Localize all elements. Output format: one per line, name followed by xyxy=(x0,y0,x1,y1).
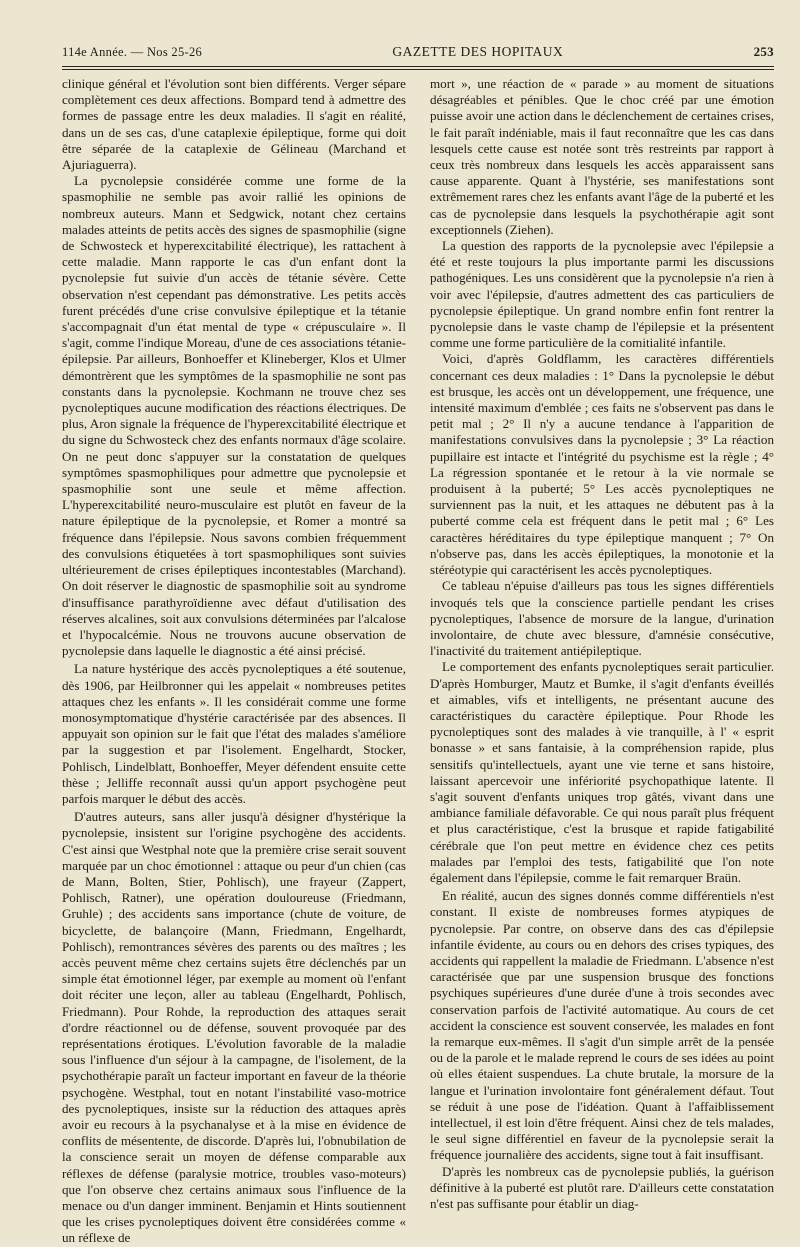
text-columns xyxy=(62,76,774,1246)
paragraph: D'après les nombreux cas de pycnolepsie publiés, la guérison définitive à la puberté est plutôt rare. D'ailleurs cette constatation n'est pas suffisante pour établir un diag- xyxy=(430,1163,774,1212)
paragraph: D'autres auteurs, sans aller jusqu'à désigner d'hystérique la pycnolepsie, insistent sur l'origine psychogène des accidents. C'est ainsi que Westphal note que la première crise serait souvent marquée par un choc émotionnel : attaque ou peur d'un chien (cas de Mann, Bolten, Stier, Pohlisch), une frayeur (Zappert, Pohlisch, Ratner), une opération douloureuse (Friedmann, Gruhle) ; des accidents sans importance (chute de voiture, de bicyclette, de balançoire (Mann, Friedmann, Engelhardt, Pohlisch), remontrances sévères des parents ou des maîtres ; les accès peuvent même chez certains sujets être déclenchés par un simple état émotionnel léger, par exemple au moment où l'enfant doit réciter une leçon, aller au tableau (Engelhardt, Pohlisch, Friedmann). Pour Rohde, la reproduction des attaques serait d'ordre réactionnel ou de défense, souvent provoquée par des représentations érotiques. L'évolution favorable de la maladie sous l'influence d'un séjour à la campagne, de l'isolement, de la psychothérapie paraît un facteur important en faveur de la théorie psychogène. Westphal, tout en notant l'instabilité vaso-motrice des pycnoleptiques, insiste sur la réduction des attaques après avoir eu recours à la psychanalyse et à la mise en évidence de conflits de mésentente, de discorde. D'après lui, l'obnubilation de la conscience serait un moyen de défense comparable aux réflexes de défense (paralysie motrice, troubles vaso-moteurs) que l'on observe chez certains animaux sous l'influence de la menace ou d'un danger imminent. Benjamin et Hints soutiennent que les crises pycnoleptiques doivent être considérées comme « un réflexe de xyxy=(62,809,406,1246)
issue-label: 114e Année. — Nos 25-26 xyxy=(62,45,203,59)
paragraph: Voici, d'après Goldflamm, les caractères différentiels concernant ces deux maladies : 1° Dans la pycnolepsie le début est brusque, les accès ont un développement, une fréquence, une intensité maximum d'emblée ; ces faits ne s'observent pas dans le petit mal ; 2° Il n'y a aucune tendance à l'apparition de manifestations convulsives dans la pycnolepsie ; 3° La réaction pupillaire est intacte et l'intégrité du psychisme est la règle ; 4° La régression spontanée et le retour à la vie normale se produisent à la puberté; 5° Les accès pycnoleptiques ne surviennent pas la nuit, et les attaques ne débutent pas à la puberté comme cela est fréquent dans le petit mal ; 6° Les caractères héréditaires du type épileptique manquent ; 7° On n'observe pas, dans les accès épileptiques, la monotonie et la stéréotypie qui caractérisent les accès pycnoleptiques. xyxy=(430,351,774,578)
paragraph: La pycnolepsie considérée comme une forme de la spasmophilie ne semble pas avoir rallié les opinions de nombreux auteurs. Mann et Sedgwick, notant chez certains malades atteints de petits accès des signes de spasmophilie (signe de Schwosteck et hyperexcitabilité électrique), les rattachent à cette maladie. Mann rapporte le cas d'un enfant dont la pycnolepsie fut suivie d'un accès de tétanie sévère. Cette observation n'est cependant pas démonstrative. Les petits accès furent précédés d'une crise convulsive épileptique et la tétanie s'accompagnait d'un état mental de type « crépusculaire ». Il s'agit, comme l'indique Moreau, d'une de ces associations tétanie-épilepsie. Par ailleurs, Bonhoeffer et Klineberger, Klos et Ulmer démontrèrent que les symptômes de la spasmophilie ne sont pas constants dans la pycnolepsie. Kochmann ne trouve chez ses pycnoleptiques aucune modification des réactions électriques. De plus, Aron signale la fréquence de l'hyperexcitabilité électrique et du signe du Schwosteck chez des enfants normaux d'âge scolaire. On ne peut donc s'appuyer sur la constatation de quelques symptômes spasmophiliques pour admettre que pycnolepsie et spasmophilie sont une seule et même affection. L'hyperexcitabilité neuro-musculaire est plutôt en faveur de la nature épileptique de la pycnolepsie, et Romer a montré sa fréquence dans l'épilepsie. Nous savons combien fréquemment des convulsions étiquetées à tort spasmophiliques sont suivies ultérieurement de crises épileptiques incontestables (Marchand). On doit réserver le diagnostic de spasmophilie soit au syndrome d'insuffisance parathyroïdienne avec défaut d'utilisation des réserves alcalines, soit aux convulsions déterminées par l'alcalose et l'hypocalcémie. Nous ne trouvons aucune observation de pycnolepsie dans laquelle le diagnostic a été ainsi précisé. xyxy=(62,173,406,659)
paragraph: Le comportement des enfants pycnoleptiques serait particulier. D'après Homburger, Mautz et Bumke, il s'agit d'enfants éveillés et aimables, vifs et intelligents, ne présentant aucune des caractéristiques du caractère épileptique. Pour Rhode les pycnoleptiques sont des malades à vie tranquille, à l' « esprit bonasse » et sans fantaisie, à la compréhension rapide, plus sensitifs qu'intellectuels, ayant une vie terne et sans histoire, laissant apercevoir une infériorité psychopathique latente. Il s'agit souvent d'enfants uniques trop gâtés, vivant dans une ambiance familiale défavorable. Ce qui nous paraît plus fréquent et plus caractéristique, c'est la brusque et rapide fatigabilité cérébrale que l'on peut mettre en évidence chez ces petits malades par l'emploi des tests, fatigabilité que l'on note également dans l'épilepsie, comme le fait remarquer Braün. xyxy=(430,659,774,885)
running-head xyxy=(62,44,774,64)
header-rule xyxy=(62,66,774,70)
paragraph: La nature hystérique des accès pycnoleptiques a été soutenue, dès 1906, par Heilbronner qui les appelait « nombreuses petites attaques chez les enfants ». Il les considérait comme une forme monosymptomatique d'hystérie caractérisée par des absences. Il appuyait son opinion sur le fait que l'état des malades s'améliore par la suggestion et par l'isolement. Engelhardt, Stocker, Pohlisch, Lindelblatt, Bonhoeffer, Meyer défendent ensuite cette thèse ; Jelliffe reconnaît aussi qu'un apport psychogène peut parfois marquer le début des accès. xyxy=(62,661,406,806)
paragraph: En réalité, aucun des signes donnés comme différentiels n'est constant. Il existe de nombreuses formes atypiques de pycnolepsie. Par contre, on observe dans des cas d'épilepsie infantile évidente, au cours ou en dehors des crises typiques, des accidents qui rappellent la maladie de Friedmann. L'absence n'est caractérisée que par une suspension brusque des fonctions psychiques supérieures d'une durée d'une à trois secondes avec conservation parfois de l'activité automatique. Au cours de cet accident la conscience est souvent conservée, les malades en font la remarque eux-mêmes. Il s'agit d'un simple arrêt de la pensée ou de la parole et le malade reprend le cours de ses idées au point où elles étaient suspendues. La chute brutale, la morsure de la langue et l'urination involontaire font généralement défaut. Tout se réduit à une pose de l'idéation. Quant à l'affaiblissement intellectuel, il est loin d'être fréquent. Ainsi chez de tels malades, le seul signe différentiel en faveur de la pycnolepsie serait la fréquence journalière des accidents, signe tout à fait insuffisant. xyxy=(430,888,774,1163)
journal-title: GAZETTE DES HOPITAUX xyxy=(392,44,564,59)
paragraph: Ce tableau n'épuise d'ailleurs pas tous les signes différentiels invoqués tels que la conscience partielle pendant les crises pycnoleptiques, l'absence de morsure de la langue, d'urination involontaire, de chute avec blessure, d'amnésie consécutive, l'inactivité du traitement antiépileptique. xyxy=(430,578,774,659)
paragraph: mort », une réaction de « parade » au moment de situations désagréables et pénibles. Que le choc créé par une émotion puisse avoir une action dans le déclenchement de certaines crises, le fait paraît indéniable, mais il faut reconnaître que les cas dans lesquels cette cause est notée sont très restreints par rapport à ceux très nombreux dans lesquels les accès apparaissent sans cause apparente. Quant à l'hystérie, ses manifestations sont extrêmement rares chez les enfants avant l'âge de la puberté et les cas de pycnolepsie dans lesquels la psychothérapie agit sont exceptionnels (Ziehen). xyxy=(430,76,774,237)
paragraph: La question des rapports de la pycnolepsie avec l'épilepsie a été et reste toujours la plus importante parmi les discussions pathogéniques. Les uns considèrent que la pycnolepsie n'a rien à voir avec l'épilepsie, d'autres admettent des cas particuliers de pycnolepsie épileptique. Un grand nombre enfin font rentrer la pycnolepsie dans le vaste champ de l'épilepsie et la présentent comme une forme particulière de la comitialité infantile. xyxy=(430,238,774,351)
paragraph: clinique général et l'évolution sont bien différents. Verger sépare complètement ces deux affections. Bompard tend à admettre des formes de passage entre les deux maladies. Il s'agit en réalité, dans un de ses cas, d'une cataplexie épileptique, forme qui doit être séparée de la cataplexie de Gélineau (Marchand et Ajuriaguerra). xyxy=(62,76,406,173)
left-column xyxy=(62,76,406,1246)
page-number: 253 xyxy=(753,44,774,59)
right-column xyxy=(430,76,774,1212)
